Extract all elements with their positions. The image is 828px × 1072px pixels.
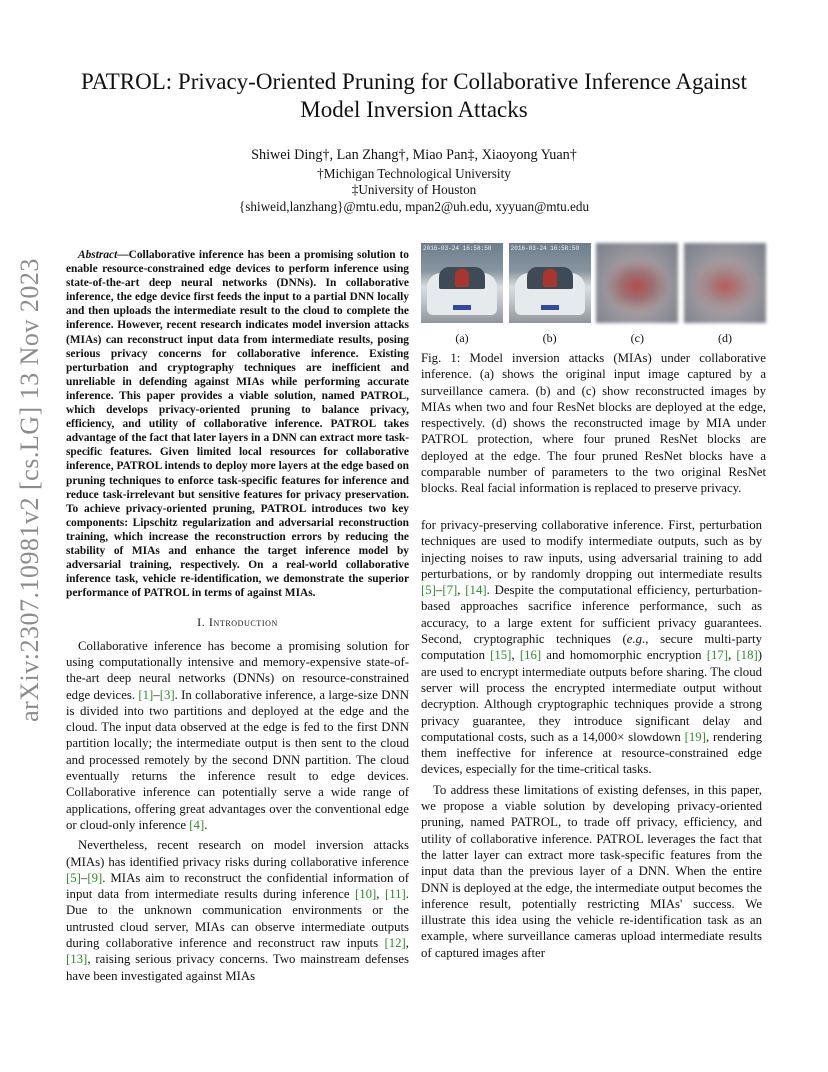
citation-link[interactable]: [16] xyxy=(519,648,542,663)
citation-link[interactable]: [15] xyxy=(490,648,512,663)
author-block xyxy=(60,147,768,215)
text-span: , xyxy=(405,935,409,950)
driver-figure xyxy=(455,269,469,287)
text-span: ) are used to encrypt intermediate outputs before sharing. The cloud server will process the encrypted intermediate output without decryption. Although cryptographic techniques provide a strong privacy guarantee, they introduce significant delay and computational costs, such as a 14,000× slowdown xyxy=(421,648,763,744)
text-span: , raising serious privacy concerns. Two mainstream defenses have been investigated against MIAs xyxy=(66,952,409,983)
blurred-vehicle xyxy=(694,261,756,311)
blurred-vehicle xyxy=(606,261,668,311)
citation-link[interactable]: [7] xyxy=(442,583,458,598)
citation-link[interactable]: [14] xyxy=(465,583,487,598)
figure-panel-a xyxy=(421,243,503,346)
reconstructed-image-patrol xyxy=(684,243,766,323)
text-span: Nevertheless, recent research on model inversion attacks (MIAs) has identified privacy risks during collaborative inference xyxy=(66,838,409,869)
affiliation-houston: ‡University of Houston xyxy=(351,182,477,197)
license-plate xyxy=(453,305,471,310)
figure-1 xyxy=(421,243,766,497)
text-span: . Due to the unknown communication environments or the untrusted cloud server, MIAs can observe intermediate outputs during collaborative inference and reconstruct raw inputs xyxy=(66,887,409,950)
timestamp-overlay: 2016-03-24 16:58:50 xyxy=(510,245,580,252)
panel-label-b: (b) xyxy=(542,331,557,345)
timestamp-overlay: 2016-03-24 16:58:50 xyxy=(423,245,492,252)
citation-link[interactable]: [4] xyxy=(189,817,205,832)
right-paragraph-1 xyxy=(421,517,762,778)
abstract-text: —Collaborative inference has been a promising solution to enable resource-constrained edge devices to perform inference using state-of-the-art deep neural networks (DNNs). In collaborative inference, the edge device first feeds the input to a partial DNN locally and then uploads the intermediate result to the cloud to complete the inference. However, recent research indicates model inversion attacks (MIAs) can reconstruct input data from intermediate results, posing serious privacy concerns for collaborative inference. Existing perturbation and cryptography techniques are inefficient and unreliable in defending against MIAs while performing accurate inference. This paper provides a viable solution, named PATROL, which develops privacy-oriented pruning to balance privacy, efficiency, and utility of collaborative inference. PATROL takes advantage of the fact that later layers in a DNN can extract more task-specific features. Given limited local resources for collaborative inference, PATROL intends to deploy more layers at the edge based on pruning techniques to enforce task-specific features for inference and reduce task-irrelevant but sensitive features for privacy preservation. To achieve privacy-oriented pruning, PATROL introduces two key components: Lipschitz regularization and adversarial reconstruction training, which increase the reconstruction errors by reducing the stability of MIAs and enhance the target inference model by adversarial training, respectively. On a real-world collaborative inference task, vehicle re-identification, we demonstrate the superior performance of PATROL in terms of against MIAs. xyxy=(66,249,409,600)
paper-title: PATROL: Privacy-Oriented Pruning for Collaborative Inference Against Model Inversion Attacks xyxy=(80,69,747,122)
reconstructed-image-four-blocks xyxy=(596,243,678,323)
figure-image-row xyxy=(421,243,766,346)
citation-link[interactable]: [18] xyxy=(736,648,758,663)
arxiv-identifier: arXiv:2307.10981v2 [cs.LG] 13 Nov 2023 xyxy=(15,258,44,722)
text-span: . Despite the computational efficiency, perturbation-based approaches sacrifice inference performance, such as accuracy, to a large extent for sufficient privacy guarantees. Second, cryptographic techniques ( xyxy=(421,583,762,647)
citation-link[interactable]: [1] xyxy=(138,687,154,702)
citation-link[interactable]: [9] xyxy=(87,870,103,885)
citation-link[interactable]: [19] xyxy=(684,729,706,744)
text-span: – xyxy=(435,583,443,598)
text-span: , secure multi-party computation xyxy=(421,632,762,663)
figure-panel-b xyxy=(509,243,591,346)
text-span: , rendering them ineffective for inference at resource-constrained edge devices, especially for the time-critical tasks. xyxy=(421,729,762,777)
text-span: , xyxy=(728,648,737,663)
panel-label-d: (d) xyxy=(717,331,732,345)
citation-link[interactable]: [5] xyxy=(66,870,81,885)
citation-link[interactable]: [5] xyxy=(421,583,436,598)
citation-link[interactable]: [3] xyxy=(159,687,175,702)
text-span: Collaborative inference has become a promising solution for using computationally intensive and memory-expensive state-of-the-art deep neural networks (DNNs) on resource-constrained edge devices. xyxy=(66,638,409,702)
right-column xyxy=(421,517,762,961)
text-span: for privacy-preserving collaborative inference. First, perturbation techniques are used to modify intermediate outputs, such as by injecting noises to raw inputs, using adversarial training to add perturbations, or by randomly dropping out intermediate results xyxy=(421,518,762,581)
text-span: , xyxy=(457,583,466,598)
affiliation-michigan: †Michigan Technological University xyxy=(317,165,511,181)
panel-label-a: (a) xyxy=(455,331,469,345)
abstract xyxy=(66,248,409,600)
text-span: , xyxy=(511,648,520,663)
author-emails: {shiweid,lanzhang}@mtu.edu, mpan2@uh.edu, xyyuan@mtu.edu xyxy=(238,198,590,214)
abstract-lead: Abstract xyxy=(78,249,118,261)
citation-link[interactable]: [10] xyxy=(354,887,377,902)
section-heading-introduction: I. Introduction xyxy=(197,615,278,630)
citation-link[interactable]: [17] xyxy=(706,648,729,663)
reconstructed-image-two-blocks xyxy=(509,243,591,323)
arxiv-sidebar xyxy=(10,258,50,722)
text-span: – xyxy=(80,870,88,885)
figure-caption: Fig. 1: Model inversion attacks (MIAs) under collaborative inference. (a) shows the original input image captured by a surveillance camera. (b) and (c) show reconstructed images by MIAs when two and four ResNet blocks are deployed at the edge, respectively. (d) shows the reconstructed image by MIA under PATROL protection, where four pruned ResNet blocks are deployed at the edge. The four pruned ResNet blocks have a comparable number of parameters to the two original ResNet blocks. Real facial information is replaced to preserve privacy. xyxy=(421,351,766,496)
citation-link[interactable]: [12] xyxy=(384,935,406,950)
figure-panel-c xyxy=(596,243,678,346)
text-span: , xyxy=(376,887,385,902)
right-paragraph-2: To address these limitations of existing defenses, in this paper, we propose a viable solution by developing privacy-oriented pruning, named PATROL, to trade off privacy, efficiency, and utility of collaborative inference. PATROL leverages the fact that the latter layer can extract more task-specific features from the input data than the previous layer of a DNN. When the entire DNN is deployed at the edge, the intermediate output becomes the inference result, potentially restricting MIAs' success. We illustrate this idea using the vehicle re-identification task as an example, where surveillance cameras upload intermediate results of captured images after xyxy=(421,782,762,960)
license-plate xyxy=(541,305,559,310)
text-span: . xyxy=(204,817,208,832)
original-vehicle-image xyxy=(421,243,503,323)
text-span: – xyxy=(153,687,160,702)
author-names: Shiwei Ding†, Lan Zhang†, Miao Pan‡, Xiaoyong Yuan† xyxy=(251,147,577,163)
intro-paragraph-2 xyxy=(66,837,409,984)
intro-paragraph-1 xyxy=(66,638,409,834)
text-span: . In collaborative inference, a large-size DNN is divided into two partitions and deployed at the edge and the cloud. The input data observed at the edge is fed to the first DNN partition locally; the intermediate output is then sent to the cloud and processed remotely by the second DNN partition. The cloud eventually returns the inference result to edge devices. Collaborative inference can potentially serve a wide range of applications, offering great advantages over the conventional edge or cloud-only inference xyxy=(66,687,409,832)
text-span: and homomorphic encryption xyxy=(541,648,707,663)
citation-link[interactable]: [11] xyxy=(384,887,406,902)
text-span: . MIAs aim to reconstruct the confidential information of input data from intermediate results during inference xyxy=(66,870,409,902)
text-span: e.g. xyxy=(626,632,646,647)
citation-link[interactable]: [13] xyxy=(66,952,88,967)
left-column xyxy=(66,248,409,984)
driver-figure xyxy=(543,269,557,287)
figure-panel-d xyxy=(684,243,766,346)
panel-label-c: (c) xyxy=(630,331,644,345)
